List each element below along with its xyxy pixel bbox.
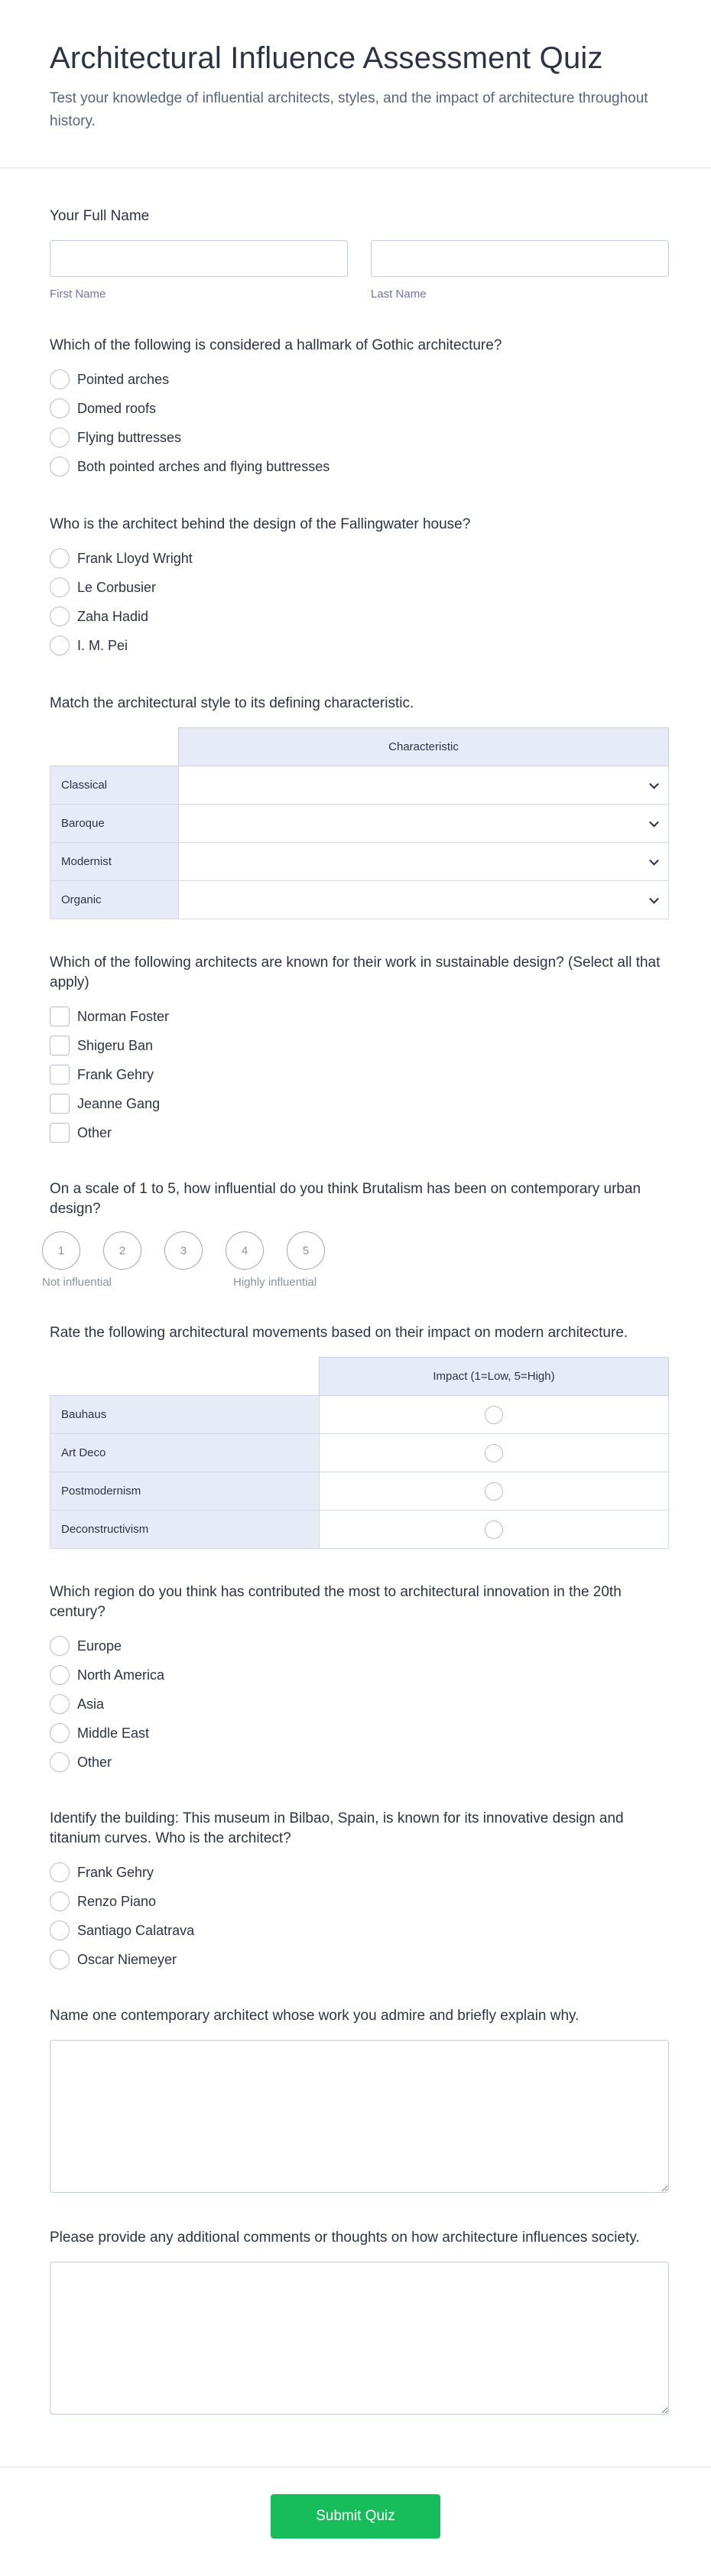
matrix-cell [320,1511,669,1549]
rating-scale [42,1231,661,1270]
matrix-cell [320,1434,669,1472]
question-label: Please provide any additional comments or thoughts on how architecture influences society. [50,2230,640,2246]
radio-button[interactable] [50,457,70,476]
quiz-form [0,207,711,2415]
radio-option[interactable] [50,1858,661,1887]
radio-button[interactable] [50,1694,70,1714]
radio-button[interactable] [50,607,70,626]
radio-button[interactable] [50,1891,70,1911]
first-name-sublabel: First Name [50,288,106,301]
option-label: Jeanne Gang [77,1095,161,1111]
matrix-radio[interactable] [485,1406,503,1424]
radio-option[interactable] [50,1719,661,1748]
radio-option[interactable] [50,544,661,573]
radio-option[interactable] [50,1748,661,1777]
scale-min-label: Not influential [42,1276,112,1289]
radio-button[interactable] [50,548,70,568]
checkbox-option[interactable] [50,1002,661,1031]
question-gothic [50,336,661,481]
matrix-row-label: Bauhaus [50,1396,320,1434]
radio-button[interactable] [50,1723,70,1743]
radio-option[interactable] [50,1690,661,1719]
matrix-column-header: Impact (1=Low, 5=High) [320,1358,669,1396]
radio-option[interactable] [50,365,661,394]
option-label: Shigeru Ban [77,1037,154,1053]
question-bilbao [50,1809,661,1974]
checkbox[interactable] [50,1007,70,1026]
full-name-field [50,207,661,301]
scale-max-label: Highly influential [233,1276,317,1289]
question-label: Name one contemporary architect whose work you admire and briefly explain why. [50,2008,580,2024]
chevron-down-icon [649,855,659,865]
scale-option[interactable]: 1 [42,1231,80,1270]
radio-button[interactable] [50,1752,70,1772]
checkbox-option[interactable] [50,1089,661,1118]
option-label: Le Corbusier [77,579,157,595]
option-label: Santiago Calatrava [77,1922,195,1938]
option-label: Renzo Piano [77,1893,157,1909]
question-label: Who is the architect behind the design of the Fallingwater house? [50,516,471,532]
page-subtitle: Test your knowledge of influential architects, styles, and the impact of architecture throughout history. [50,90,648,129]
checkbox-option[interactable] [50,1031,661,1060]
page-title: Architectural Influence Assessment Quiz [50,41,603,75]
match-matrix [50,727,669,919]
matrix-cell [320,1472,669,1511]
radio-button[interactable] [50,428,70,447]
last-name-input[interactable] [371,240,669,277]
form-footer [0,2467,711,2576]
option-label: Norman Foster [77,1008,170,1024]
question-match-style [50,694,661,919]
option-label: Zaha Hadid [77,608,149,624]
matrix-radio[interactable] [485,1521,503,1539]
comments-textarea[interactable] [50,2262,669,2415]
radio-button[interactable] [50,398,70,418]
scale-option[interactable]: 4 [226,1231,264,1270]
radio-option[interactable] [50,573,661,602]
radio-button[interactable] [50,1665,70,1685]
characteristic-select[interactable] [179,766,669,805]
characteristic-select[interactable] [179,805,669,843]
option-label: Domed roofs [77,400,157,416]
scale-option[interactable]: 2 [103,1231,141,1270]
question-region [50,1582,661,1777]
chevron-down-icon [649,817,659,827]
option-label: Both pointed arches and flying buttresses [77,458,330,474]
radio-option[interactable] [50,1631,661,1660]
question-label: Which of the following is considered a hallmark of Gothic architecture? [50,337,502,353]
radio-option[interactable] [50,1887,661,1916]
radio-button[interactable] [50,1862,70,1882]
question-label: Identify the building: This museum in Bilbao, Spain, is known for its innovative design and titanium curves. Who is the architect? [50,1810,624,1846]
impact-matrix [50,1357,669,1549]
matrix-radio[interactable] [485,1482,503,1501]
matrix-row-label: Modernist [50,843,179,881]
option-label: I. M. Pei [77,637,128,653]
option-label: Frank Gehry [77,1864,154,1880]
question-label: On a scale of 1 to 5, how influential do you think Brutalism has been on contemporary urban design? [50,1181,641,1217]
characteristic-select[interactable] [179,881,669,919]
matrix-corner [50,728,179,766]
question-admire [50,2006,661,2193]
question-label: Rate the following architectural movements based on their impact on modern architecture. [50,1325,628,1341]
option-label: Frank Lloyd Wright [77,550,193,566]
matrix-row-label: Classical [50,766,179,805]
question-fallingwater [50,515,661,660]
option-label: Flying buttresses [77,429,182,445]
chevron-down-icon [649,779,659,789]
checkbox[interactable] [50,1036,70,1055]
matrix-radio[interactable] [485,1444,503,1462]
form-header [0,0,711,168]
question-label: Which region do you think has contributed the most to architectural innovation in the 20th century? [50,1584,622,1620]
option-label: Frank Gehry [77,1066,154,1082]
admire-textarea[interactable] [50,2040,669,2193]
radio-option[interactable] [50,394,661,423]
question-brutalism [42,1179,661,1294]
matrix-row-label: Baroque [50,805,179,843]
chevron-down-icon [649,893,659,903]
scale-option[interactable]: 3 [164,1231,203,1270]
option-label: Europe [77,1638,122,1654]
question-sustainable [50,953,661,1147]
option-label: Middle East [77,1725,150,1741]
option-label: Pointed arches [77,371,170,387]
radio-option[interactable] [50,1945,661,1974]
radio-button[interactable] [50,369,70,389]
checkbox-option[interactable] [50,1060,661,1089]
question-label: Match the architectural style to its defining characteristic. [50,695,414,711]
radio-button[interactable] [50,577,70,597]
checkbox[interactable] [50,1123,70,1143]
option-label: Other [77,1754,112,1770]
radio-option[interactable] [50,631,661,660]
full-name-label: Your Full Name [50,208,150,224]
matrix-row-label: Postmodernism [50,1472,320,1511]
radio-option[interactable] [50,602,661,631]
matrix-column-header: Characteristic [179,728,669,766]
option-label: Oscar Niemeyer [77,1951,177,1967]
matrix-corner [50,1358,320,1396]
last-name-sublabel: Last Name [371,288,427,301]
question-comments [50,2228,661,2415]
radio-button[interactable] [50,1950,70,1969]
radio-option[interactable] [50,423,661,452]
radio-option[interactable] [50,1660,661,1690]
scale-option[interactable]: 5 [287,1231,325,1270]
option-label: North America [77,1667,165,1683]
radio-button[interactable] [50,1636,70,1656]
checkbox[interactable] [50,1065,70,1085]
scale-labels [42,1276,661,1294]
radio-button[interactable] [50,636,70,655]
radio-button[interactable] [50,1921,70,1940]
radio-option[interactable] [50,452,661,481]
question-movements [50,1323,661,1549]
matrix-cell [320,1396,669,1434]
matrix-row-label: Deconstructivism [50,1511,320,1549]
matrix-row-label: Art Deco [50,1434,320,1472]
checkbox[interactable] [50,1094,70,1114]
option-label: Asia [77,1696,105,1712]
question-label: Which of the following architects are known for their work in sustainable design? (Select all that apply) [50,955,661,990]
option-label: Other [77,1124,112,1140]
matrix-row-label: Organic [50,881,179,919]
checkbox-option[interactable] [50,1118,661,1147]
submit-button[interactable]: Submit Quiz [271,2494,440,2539]
radio-option[interactable] [50,1916,661,1945]
characteristic-select[interactable] [179,843,669,881]
first-name-input[interactable] [50,240,348,277]
